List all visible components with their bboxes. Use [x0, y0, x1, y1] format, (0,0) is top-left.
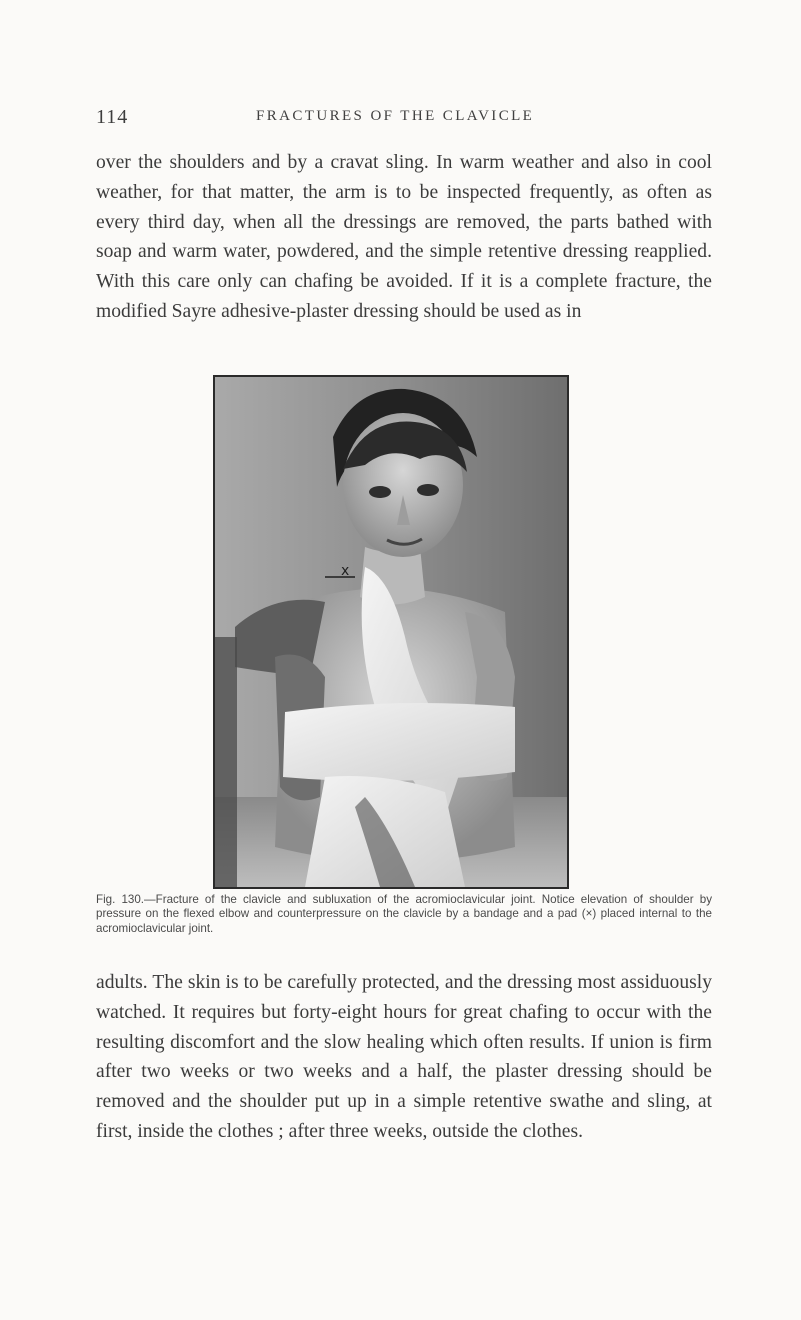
pad-marker: x	[341, 563, 350, 579]
paragraph-1: over the shoulders and by a cravat sling. In warm weather and also in cool weather, for that matter, the arm is to be inspected frequently, as often as every third day, when all the dressings are removed, the parts bathed with soap and warm water, powdered, and the simple retentive dressing reapplied. With this care only can chafing be avoided. If it is a complete fracture, the modified Sayre adhesive-plaster dressing should be used as in	[96, 152, 712, 322]
page-number: 114	[96, 106, 129, 128]
left-eye	[369, 486, 391, 498]
paragraph-2: adults. The skin is to be carefully protected, and the dressing most assiduously watched. It requires but forty-eight hours for great chafing to occur with the resulting discomfort and the slow healing which often results. If union is firm after two weeks or two weeks and a half, the plaster dressing should be removed and the shoulder put up in a simple retentive swathe and sling, at first, inside the clothes ; after three weeks, outside the clothes.	[96, 972, 712, 1142]
patient-photo-illustration	[215, 377, 567, 887]
figure-photograph	[213, 375, 569, 889]
right-eye	[417, 484, 439, 496]
chair-back-left	[215, 637, 237, 887]
page-header	[96, 106, 716, 132]
running-head: FRACTURES OF THE CLAVICLE	[256, 108, 535, 124]
figure-caption: Fig. 130.—Fracture of the clavicle and subluxation of the acromioclavicular joint. Notice elevation of shoulder by pressure on the flexed elbow and counterpressure on the clavicle by a bandage and a pad (×) placed internal to the acromioclavicular joint.	[96, 893, 712, 935]
chest-swathe	[283, 703, 515, 781]
